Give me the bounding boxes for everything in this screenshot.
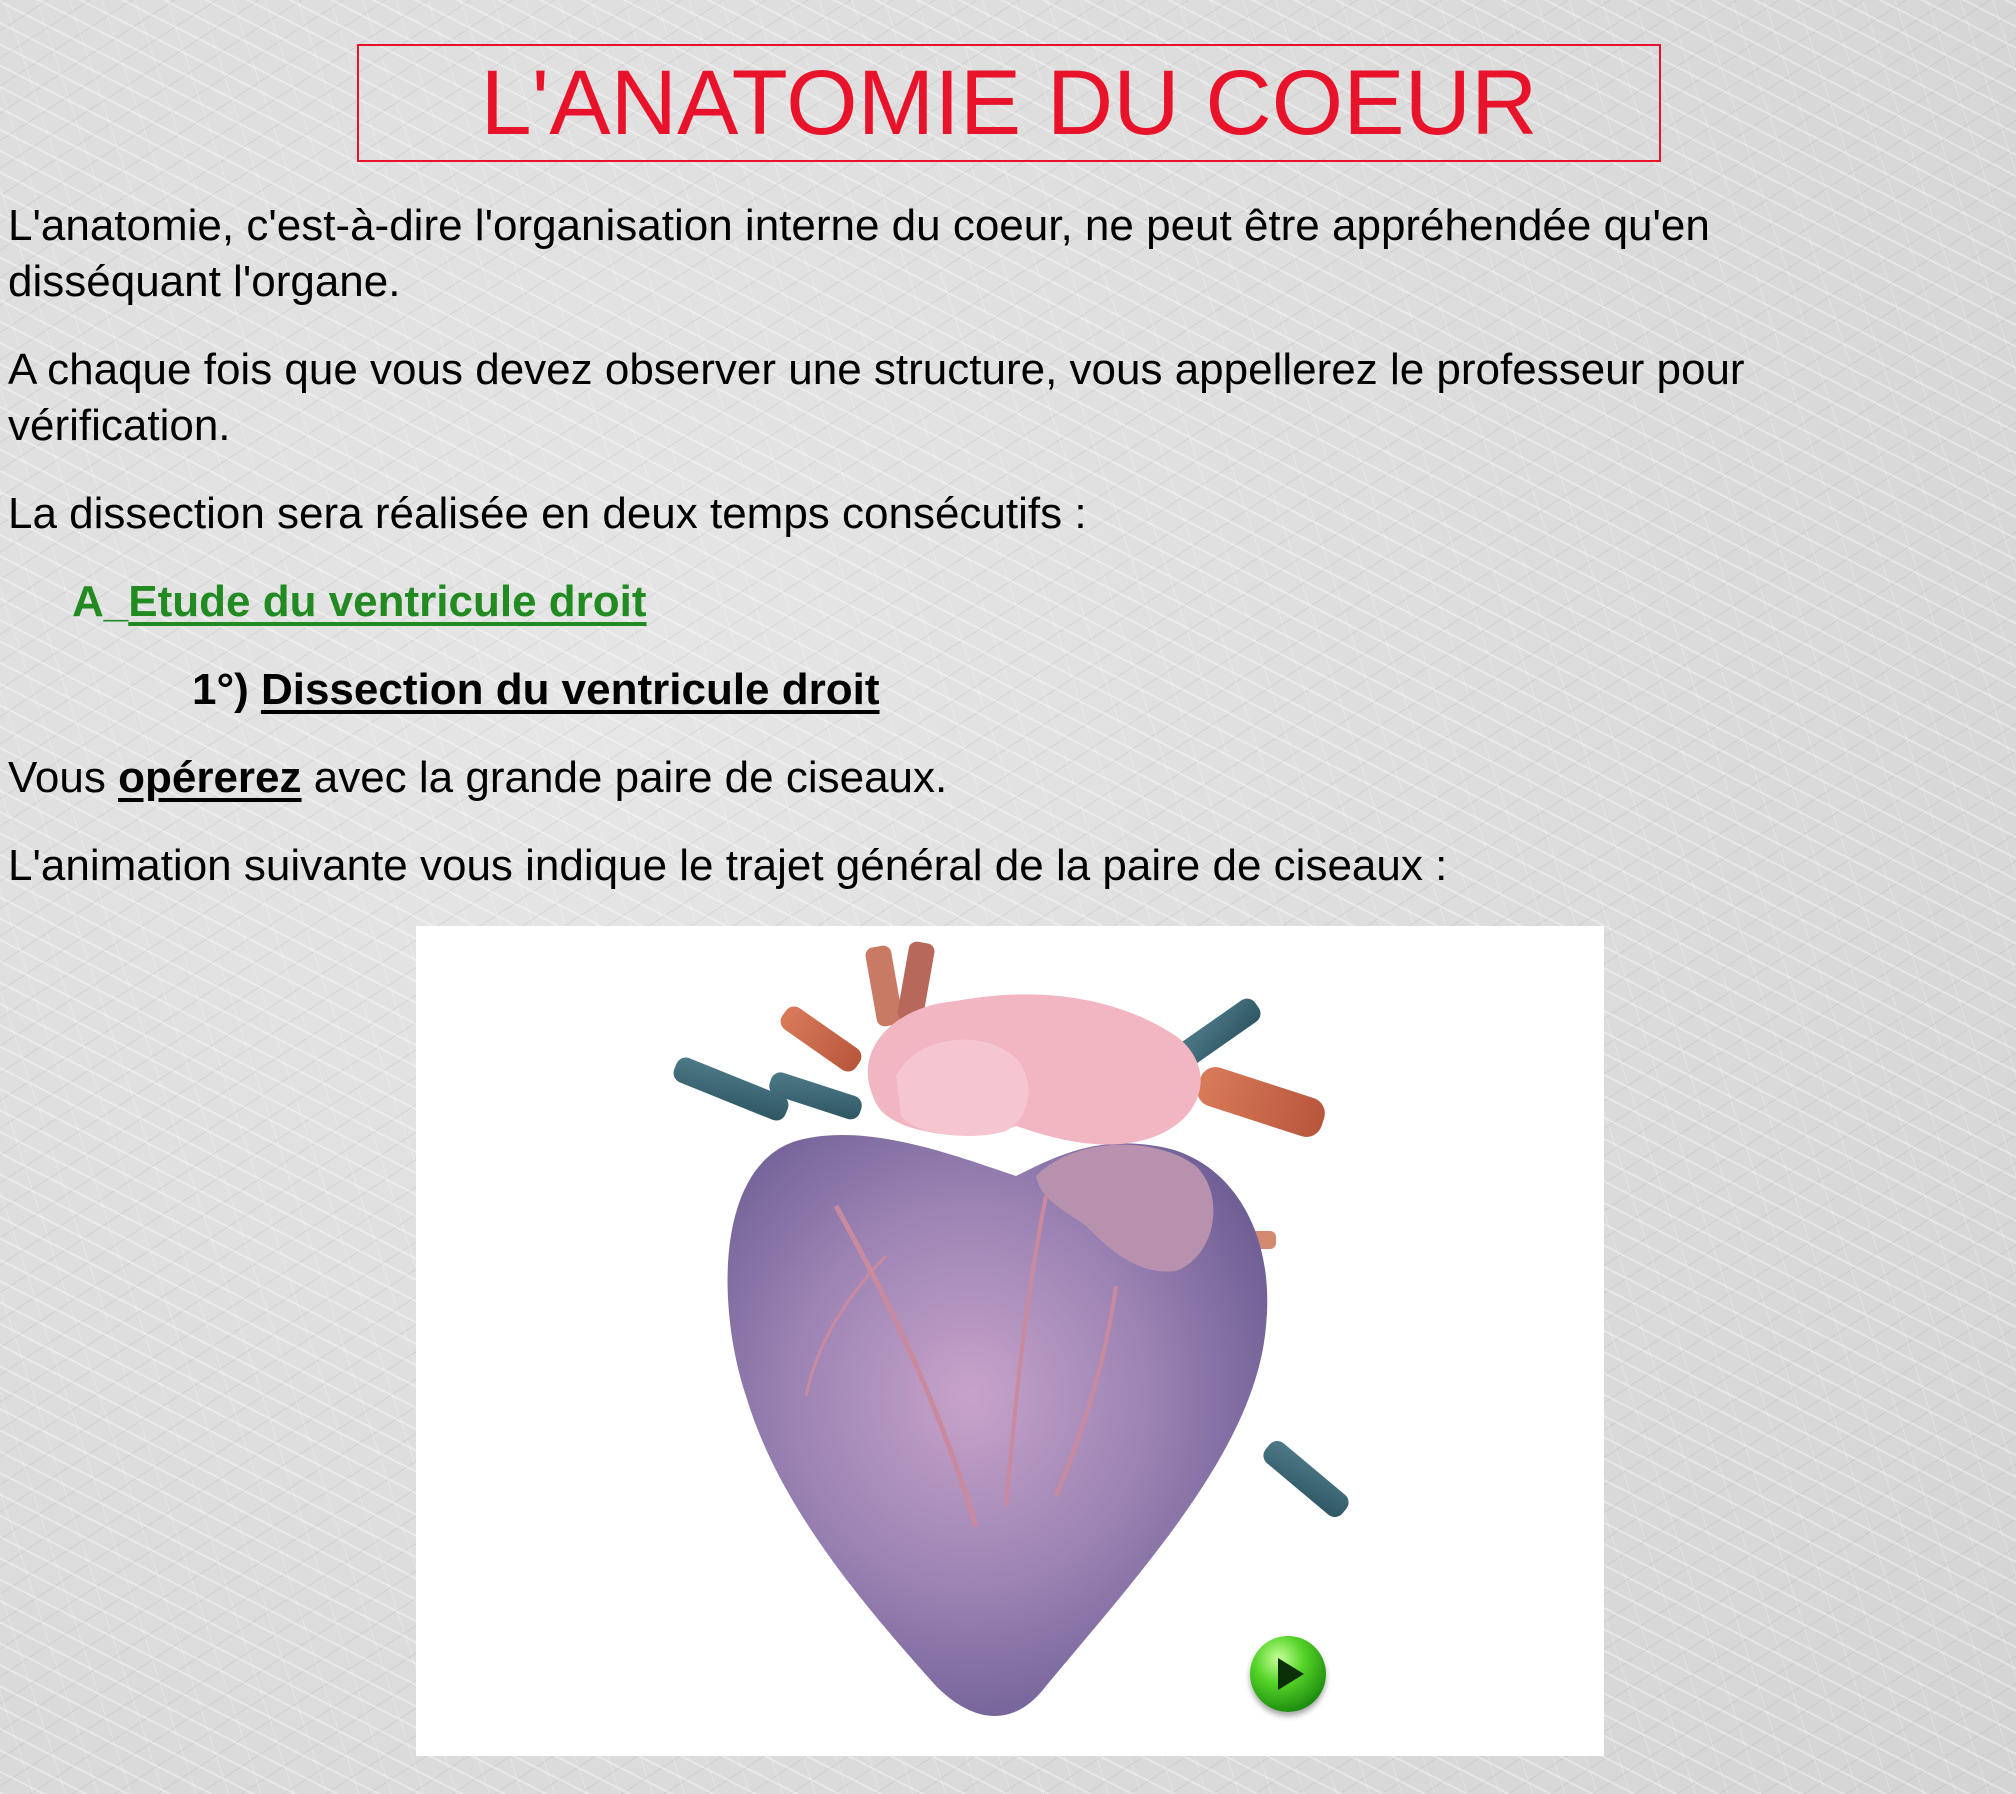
intro-paragraph-3: La dissection sera réalisée en deux temps consécutifs : — [8, 489, 1087, 538]
operate-after: avec la grande paire de ciseaux. — [301, 753, 948, 802]
intro-line-2b: vérification. — [8, 401, 231, 450]
intro-line-1b: disséquant l'organe. — [8, 257, 401, 306]
page-title: L'ANATOMIE DU COEUR — [480, 52, 1538, 154]
subsection-1-heading — [192, 662, 880, 718]
intro-paragraph-1 — [8, 198, 1710, 310]
play-button[interactable] — [1250, 1636, 1326, 1712]
animation-panel[interactable] — [416, 926, 1604, 1756]
section-a-heading — [72, 574, 647, 630]
operate-emphasis: opérerez — [118, 753, 302, 802]
intro-line-2: A chaque fois que vous devez observer une structure, vous appellerez le professeur pour — [8, 345, 1745, 394]
page-title-box — [357, 44, 1661, 162]
intro-line-1: L'anatomie, c'est-à-dire l'organisation interne du coeur, ne peut être appréhendée qu'en — [8, 201, 1710, 250]
intro-paragraph-2 — [8, 342, 1745, 454]
subsection-1-prefix: 1°) — [192, 665, 261, 714]
operate-paragraph — [8, 750, 947, 806]
subsection-1-title: Dissection du ventricule droit — [260, 665, 880, 714]
play-icon — [1278, 1658, 1304, 1690]
section-a-link[interactable]: Etude du ventricule droit — [128, 577, 647, 626]
operate-before: Vous — [8, 753, 119, 802]
animation-intro-paragraph: L'animation suivante vous indique le trajet général de la paire de ciseaux : — [8, 841, 1448, 890]
section-a-prefix: A_ — [72, 577, 129, 626]
heart-image — [416, 926, 1604, 1756]
